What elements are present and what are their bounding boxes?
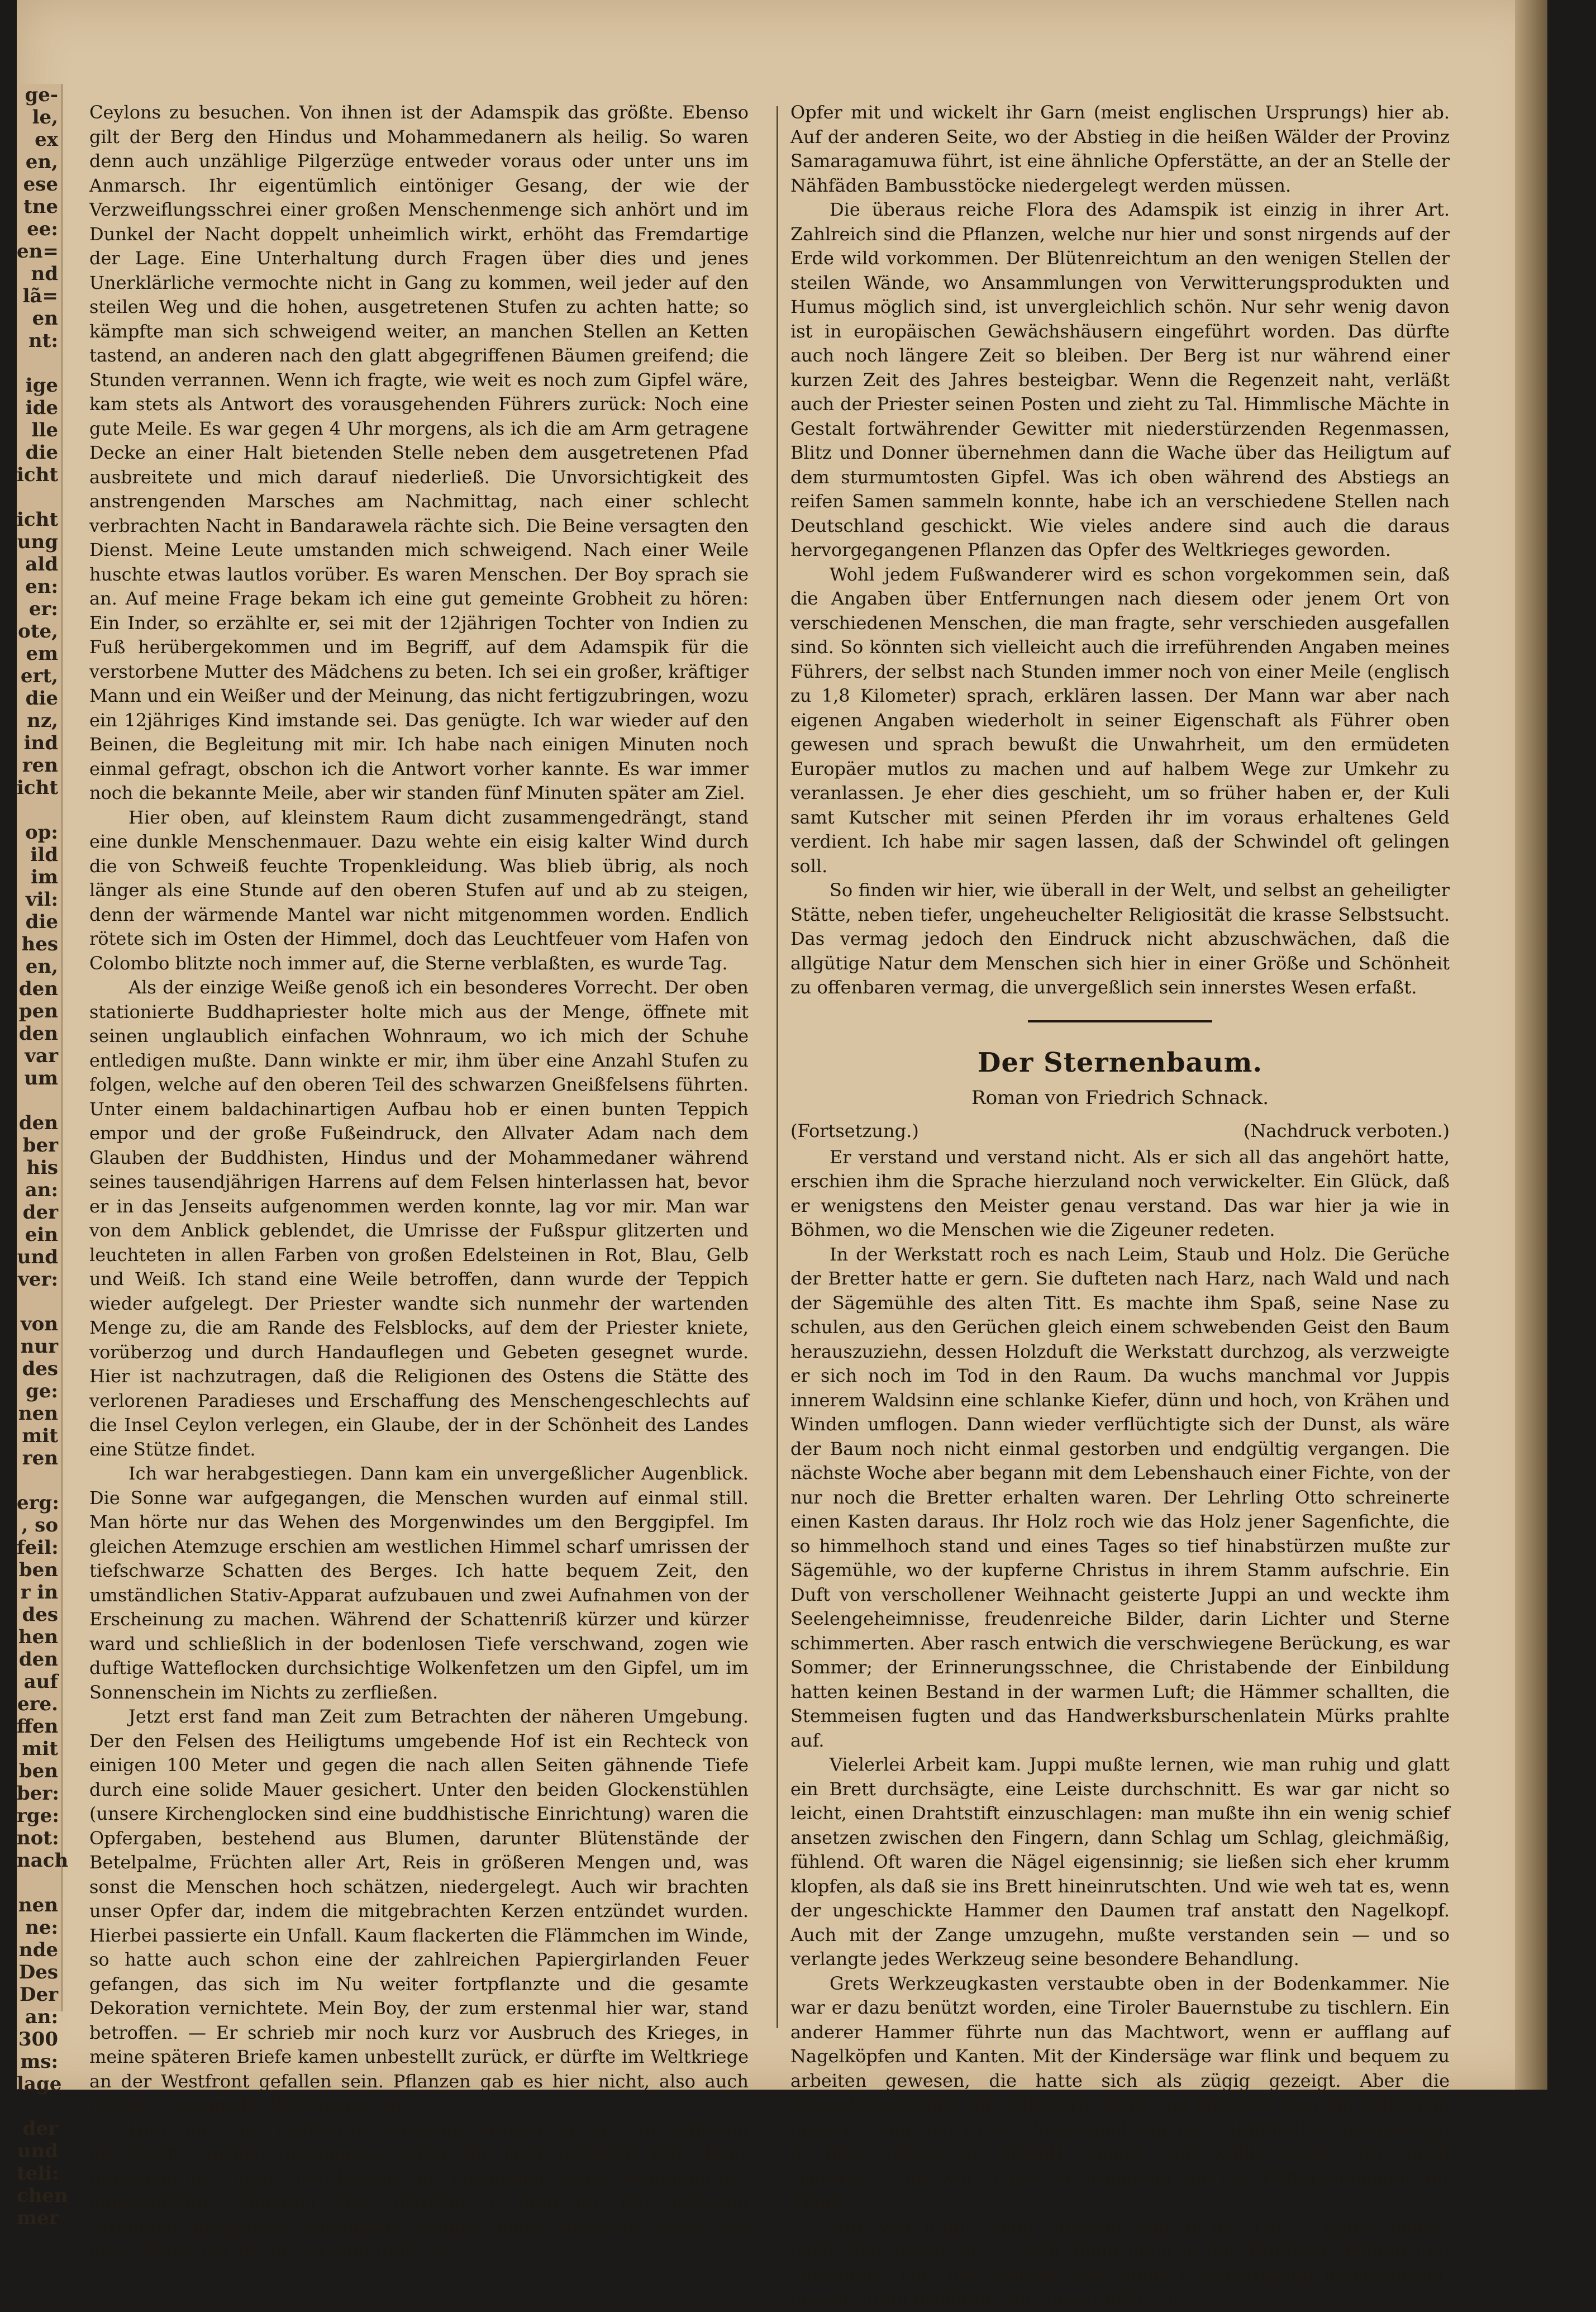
story-paragraph: In der Werkstatt roch es nach Leim, Staub und Holz. Die Gerüche der Bretter hatte er gern. Sie dufteten nach Harz, nach Wald und nach der Sägemühle des alten Titt. Es machte ihm Spaß, seine Nase zu schulen, aus den Gerüchen gleich einem schwebenden Geist den Baum herauszuziehn, dessen Holzduft die Werkstatt durchzog, als verzweigte er sich noch im Tod in den Raum. Da wuchs manchmal vor Juppis innerem Waldsinn eine schlanke Kiefer, dünn und hoch, von Krähen und Winden umflogen. Dann wieder verflüchtigte sich der Dunst, als wäre der Baum noch nicht einmal gestorben und endgültig vergangen. Die nächste Woche aber begann mit dem Lebenshauch einer Fichte, von der nur noch die Bretter erhalten waren. Der Lehrling Otto schreinerte einen Kasten daraus. Ihr Holz roch wie das Holz jener Sagenfichte, die so himmelhoch stand und eines Tages so tief hinabstürzen mußte zur Sägemühle, wo der kupferne Christus in ihrem Stamm aufschrie. Ein Duft von verschollener Weihnacht geisterte Juppi an und weckte ihm Seelengeheimnisse, freudenreiche Bilder, darin Lichter und Sterne schimmerten. Aber rasch entwich die verschwiegene Berückung, es war Sommer; der Erinnerungsschnee, die Christabende der Einbildung hatten keinen Bestand in der warmen Luft; die Hämmer schallten, die Stemmeisen fugten und das Handwerksburschenlatein Mürks prahlte auf. <box>790 1243 1450 1751</box>
article-paragraph: Als der einzige Weiße genoß ich ein besonderes Vorrecht. Der oben stationierte Buddhapriester holte mich aus der Menge, öffnete mit seinen unglaublich einfachen Wohnraum, wo ich mich der Schuhe entledigen mußte. Dann winkte er mir, ihm über eine Anzahl Stufen zu folgen, welche auf den oberen Teil des schwarzen Gneißfelsens führten. Unter einem baldachinartigen Aufbau hob er einen bunten Teppich empor und der große Fußeindruck, den Allvater Adam nach dem Glauben der Buddhisten, Hindus und der Mohammedaner während seines tausendjährigen Harrens auf dem Felsen hinterlassen hat, bevor er in das Jenseits aufgenommen werden konnte, lag vor mir. Man war von dem Anblick geblendet, die Umrisse der Fußspur glitzerten und leuchteten in allen Farben von großen Edelsteinen in Rot, Blau, Gelb und Weiß. Ich stand eine Weile betroffen, dann wurde der Teppich wieder aufgelegt. Der Priester wandte sich nunmehr der wartenden Menge zu, die am Rande des Felsblocks, auf dem der Priester kniete, vorüberzog und durch Handauflegen und Gebeten gesegnet wurde. Hier ist nachzutragen, daß die Religionen des Ostens die Stätte des verlorenen Paradieses und Erschaffung des Menschengeschlechts auf die Insel Ceylon verlegen, ein Glaube, der in der Schönheit des Landes eine Stütze findet. <box>89 977 749 1460</box>
edge-fragment: ide <box>25 397 58 419</box>
edge-fragment: die <box>25 687 58 710</box>
edge-fragment: und <box>17 2140 58 2162</box>
edge-fragment <box>17 486 61 508</box>
edge-fragment: den <box>18 1648 58 1671</box>
edge-fragment: ge: <box>26 1380 58 1402</box>
edge-fragment: mer <box>17 2207 59 2229</box>
edge-fragment: ber <box>22 1134 58 1157</box>
edge-fragment: Des <box>18 1961 58 1983</box>
edge-fragment: teli: <box>17 2162 59 2185</box>
edge-fragment: hen <box>18 1626 58 1648</box>
column-divider <box>776 106 778 2028</box>
edge-fragment: ffen <box>17 1715 59 1738</box>
left-column <box>89 101 749 2262</box>
edge-fragment: vil: <box>25 888 58 911</box>
edge-fragment: um <box>24 1067 58 1090</box>
edge-fragment: nde <box>18 1939 58 1961</box>
edge-fragment <box>17 2095 61 2118</box>
edge-fragment: lle <box>31 419 58 441</box>
edge-fragment <box>17 1469 61 1492</box>
edge-fragment: ind <box>23 732 58 754</box>
edge-fragment: his <box>26 1157 58 1179</box>
edge-fragment: 300 <box>18 2028 58 2051</box>
edge-fragment: le, <box>32 106 58 129</box>
article-paragraph: Hier oben, auf kleinstem Raum dicht zusammengedrängt, stand eine dunkle Menschenmauer. Dazu wehte ein eisig kalter Wind durch die von Schweiß feuchte Tropenkleidung. Was blieb übrig, als noch länger als eine Stunde auf den oberen Stufen auf und ab zu steigen, denn der wärmende Mantel war nicht mitgenommen worden. Endlich rötete sich im Osten der Himmel, doch das Leuchtfeuer vom Hafen von Colombo blitzte noch immer auf, die Sterne verblaßten, es wurde Tag. <box>89 806 749 974</box>
article-paragraph: Ich war herabgestiegen. Dann kam ein unvergeßlicher Augenblick. Die Sonne war aufgegangen, die Menschen wurden auf einmal still. Man hörte nur das Wehen des Morgenwindes um den Berggipfel. Im gleichen Atemzuge erschien am westlichen Himmel scharf umrissen der tiefschwarze Schatten des Berges. Ich hatte bequem Zeit, den umständlichen Stativ-Apparat aufzubauen und zwei Aufnahmen von der Erscheinung zu machen. Während der Schattenriß kürzer und kürzer ward und schließlich in der bodenlosen Tiefe verschwand, zogen wie duftige Watteflocken durchsichtige Wolkenfetzen um den Gipfel, um im Sonnenschein im Nichts zu zerfließen. <box>89 1463 749 1703</box>
edge-fragment: ben <box>18 1760 58 1782</box>
edge-fragment: op: <box>25 821 58 844</box>
edge-fragment: der <box>22 1201 58 1224</box>
edge-fragment: ild <box>30 844 58 866</box>
article-paragraph: Opfer mit und wickelt ihr Garn (meist englischen Ursprungs) hier ab. Auf der anderen Seite, wo der Abstieg in die heißen Wälder der Provinz Samaragamuwa führt, ist eine ähnliche Opferstätte, an der an Stelle der Nähfäden Bambusstöcke niedergelegt werden müssen. <box>790 102 1450 196</box>
edge-fragment: en, <box>25 151 58 173</box>
edge-fragment: die <box>25 911 58 933</box>
edge-fragment: den <box>18 1112 58 1134</box>
continuation-note: (Fortsetzung.) <box>790 1120 919 1141</box>
edge-fragment: hes <box>21 933 58 955</box>
edge-fragment: mit <box>22 1738 58 1760</box>
edge-fragment: an: <box>25 2006 58 2028</box>
story-paragraph: Vielerlei Arbeit kam. Juppi mußte lernen, wie man ruhig und glatt ein Brett durchsägte, eine Leiste durchschnitt. Es war gar nicht so leicht, einen Drahtstift einzuschlagen: man mußte ihn ein wenig schief ansetzen zwischen den Fingern, dann Schlag um Schlag, gleichmäßig, fühlend. Oft waren die Nägel eigensinnig; sie ließen sich eher krumm klopfen, als daß sie ins Brett hineinrutschten. Und wie weh tat es, wenn der ungeschickte Hammer den Daumen traf anstatt den Nagelkopf. Auch mit der Zange umzugehn, mußte verstanden sein — und so verlangte jedes Werkzeug seine besondere Behandlung. <box>790 1754 1450 1970</box>
edge-fragment: ver: <box>18 1268 58 1291</box>
edge-fragment: ber: <box>17 1782 59 1805</box>
edge-fragment: ren <box>22 754 58 777</box>
serial-notes <box>790 1119 1450 1143</box>
edge-fragment <box>17 799 61 821</box>
article-paragraph: Die überaus reiche Flora des Adamspik ist einzig in ihrer Art. Zahlreich sind die Pflanzen, welche nur hier und sonst nirgends auf der Erde wild vorkommen. Der Blütenreichtum an den wenigen Stellen der steilen Wände, wo Ansammlungen von Verwitterungsprodukten und Humus möglich sind, ist unvergleichlich schön. Nur sehr wenig davon ist in europäischen Gewächshäusern eingeführt worden. Das dürfte auch noch längere Zeit so bleiben. Der Berg ist nur während einer kurzen Zeit des Jahres besteigbar. Wenn die Regenzeit naht, verläßt auch der Priester seinen Posten und zieht zu Tal. Himmlische Mächte in Gestalt fortwährender Gewitter mit niederstürzenden Regenmassen, Blitz und Donner übernehmen dann die Wache über das Heiligtum auf dem sturmumtosten Gipfel. Was ich oben während des Abstiegs an reifen Samen sammeln konnte, habe ich an verschiedene Stellen nach Deutschland geschickt. Wie vieles andere sind auch die daraus hervorgegangenen Pflanzen das Opfer des Weltkrieges geworden. <box>790 199 1450 560</box>
edge-fragment: erg: <box>17 1492 59 1514</box>
edge-fragment: ung <box>17 531 58 553</box>
page-spine <box>1515 0 1547 2090</box>
edge-fragment: und <box>17 1246 58 1268</box>
edge-fragment: ese <box>23 173 58 196</box>
story-title: Der Sternenbaum. <box>977 1046 1263 1078</box>
edge-fragment: nz, <box>27 710 58 732</box>
edge-fragment: chen <box>17 2185 68 2207</box>
edge-fragment: nd <box>31 263 58 285</box>
edge-fragment: icht <box>17 464 59 486</box>
edge-fragment: pen <box>18 1000 58 1022</box>
previous-page-edge <box>17 84 69 2229</box>
edge-fragment: icht <box>17 508 59 531</box>
edge-fragment: im <box>31 866 58 888</box>
edge-fragment: icht <box>17 777 59 799</box>
edge-fragment: ee: <box>27 218 58 240</box>
edge-fragment: lã= <box>22 285 58 307</box>
edge-fragment: not: <box>17 1827 59 1849</box>
edge-fragment: nt: <box>28 330 58 352</box>
edge-fragment <box>17 1872 61 1894</box>
edge-fragment: r in <box>20 1581 58 1604</box>
copyright-note: (Nachdruck verboten.) <box>1243 1120 1450 1141</box>
edge-fragment: en= <box>17 240 59 263</box>
edge-fragment: der <box>22 2118 58 2140</box>
edge-fragment: des <box>22 1604 58 1626</box>
edge-fragment: an: <box>25 1179 58 1201</box>
edge-fragment: ren <box>22 1447 58 1469</box>
edge-fragment: en, <box>25 955 58 978</box>
right-column <box>790 101 1450 2310</box>
edge-fragment: die <box>25 441 58 464</box>
section-separator <box>1028 1020 1212 1022</box>
edge-fragment: en: <box>25 575 58 598</box>
edge-fragment: ex <box>35 129 58 151</box>
edge-fragment: mit <box>22 1425 58 1447</box>
edge-fragment: rge: <box>17 1805 59 1827</box>
edge-fragment: den <box>18 1022 58 1045</box>
story-paragraph: Nun war Juppi schon vierzehn Tage in der Lehre. Eines Abends nach Feierabend, als er sich allein noch in der Werkstatt befand und aufräumte, kam der Meister, von einem Geschäftsgang heimkehrend, herein. Juppi beachtete ihn zuerst nicht, er <box>790 2215 1450 2310</box>
edge-fragment: nur <box>20 1335 58 1358</box>
newspaper-page <box>17 0 1547 2310</box>
edge-fragment: var <box>25 1045 58 1067</box>
story-subtitle: Roman von Friedrich Schnack. <box>971 1086 1269 1109</box>
edge-fragment: ald <box>25 553 58 575</box>
edge-fragment: feil: <box>17 1536 59 1559</box>
edge-fragment: ge- <box>25 84 58 106</box>
edge-fragment: nen <box>18 1894 58 1916</box>
edge-fragment: en <box>32 307 58 330</box>
edge-fragment: von <box>20 1313 58 1335</box>
edge-fragment <box>17 1090 61 1112</box>
story-paragraph: Grets Werkzeugkasten verstaubte oben in der Bodenkammer. Nie war er dazu benützt worden, eine Tiroler Bauernstube zu tischlern. Ein anderer Hammer führte nun das Machtwort, wenn er aufflang auf Nagelköpfen und Kanten. Mit der Kindersäge war flink und bequem zu arbeiten gewesen, die hatte sich als zügig gezeigt. Aber die Erwachsenensäge! Sie erforderte Kraft und Vorsicht. Fest die Griffleiste gepackt. Zug und Druck. Manchmal war das Stahlblatt widerspenstig: es blieb mitten im Schnitt hängen und wollte weder vor- noch rückwärts. Das war ja fast so ermüdend wie das Futterschneiden mit Flunk. <box>790 1972 1450 2213</box>
edge-fragment: ein <box>25 1224 58 1246</box>
edge-fragment: ote, <box>18 620 58 643</box>
edge-fragment: ert, <box>20 665 58 687</box>
edge-fragment: tne <box>23 196 58 218</box>
edge-fragment: ige <box>25 374 58 397</box>
edge-fragment: den <box>18 978 58 1000</box>
edge-fragment: lage <box>17 2073 62 2095</box>
edge-fragment: ms: <box>20 2051 58 2073</box>
edge-fragment: Der <box>19 1983 58 2006</box>
edge-fragment: ne: <box>25 1916 58 1939</box>
edge-fragment: nen <box>18 1402 58 1425</box>
edge-fragment: des <box>22 1358 58 1380</box>
article-paragraph: So finden wir hier, wie überall in der Welt, und selbst an geheiligter Stätte, neben tiefer, ungeheuchelter Religiosität die krasse Selbstsucht. Das vermag jedoch den Eindruck nicht abzuschwächen, daß die allgütige Natur dem Menschen sich hier in einer Größe und Schönheit zu offenbaren vermag, die unvergeßlich sein innerstes Wesen erfaßt. <box>790 879 1450 998</box>
edge-fragment: ben <box>18 1559 58 1581</box>
story-paragraph: Er verstand und verstand nicht. Als er sich all das angehört hatte, erschien ihm die Sprache hierzuland noch verwickelter. Ein Glück, daß er wenigstens den Meister genau verstand. Das war hier ja wie in Böhmen, wo die Menschen wie die Zigeuner redeten. <box>790 1146 1450 1240</box>
edge-fragment: em <box>26 643 58 665</box>
article-paragraph: Jetzt erst fand man Zeit zum Betrachten der näheren Umgebung. Der den Felsen des Heiligtums umgebende Hof ist ein Rechteck von einigen 100 Meter und gegen die nach allen Seiten gähnende Tiefe durch eine solide Mauer gesichert. Unter den beiden Glockenstühlen (unsere Kirchenglocken sind eine buddhistische Einrichtung) waren die Opfergaben, bestehend aus Blumen, darunter Blütenstände der Betelpalme, Früchten aller Art, Reis in größeren Mengen und, was sonst die Menschen hoch schätzen, niedergelegt. Auch wir brachten unser Opfer dar, indem die mitgebrachten Kerzen entzündet wurden. Hierbei passierte ein Unfall. Kaum flackerten die Flämmchen im Winde, so hatte auch schon eine der zahlreichen Papiergirlanden Feuer gefangen, das sich im Nu weiter fortpflanzte und die gesamte Dekoration vernichtete. Mein Boy, der zum erstenmal hier war, stand betroffen. — Er schrieb mir noch kurz vor Ausbruch des Krieges, in meine späteren Briefe kamen unbestellt zurück, er dürfte im Weltkriege an der Westfront gefallen sein. Pflanzen gab es hier nicht, also auch nichts zu sammeln. Wir stiegen ab. <box>89 1706 749 2116</box>
edge-fragment: , so <box>21 1514 58 1536</box>
edge-fragment: er: <box>28 598 58 620</box>
edge-fragment: nach <box>17 1849 69 1872</box>
article-paragraph: Wohl jedem Fußwanderer wird es schon vorgekommen sein, daß die Angaben über Entfernungen nach diesem oder jenem Ort von verschiedenen Menschen, die man fragte, sehr verschieden ausgefallen sind. So könnten sich vielleicht auch die irreführenden Angaben meines Führers, der selbst nach Stunden immer noch von einer Meile (englisch zu 1,8 Kilometer) sprach, erklären lassen. Der Mann war aber nach eigenen Angaben wiederholt in seiner Eigenschaft als Führer oben gewesen und sprach bewußt die Unwahrheit, um den ermüdeten Europäer mutlos zu machen und auf halbem Wege zur Umkehr zu veranlassen. Je eher dies geschieht, um so früher haben er, der Kuli samt Kutscher mit seinen Pferden ihr im voraus erhaltenes Geld verdient. Ich habe mir sagen lassen, daß der Schwindel oft gelingen soll. <box>790 563 1450 877</box>
edge-fragment: ere. <box>17 1693 58 1715</box>
edge-fragment: auf <box>23 1671 58 1693</box>
article-paragraph: Hier muß eine Opferstätte erwähnt werden, an der wir während der Nacht vorüber gekommen waren. Sie liegt vielleicht 100 Meter unterhalb des Gipfels und besteht aus tausenden weißer Nähfaden mit eingefädelter Nähnadel, die verrostet in dem um die nächsten Sträucher gezogenen Fadengewirr hängen. Jedes weibliche Wesen, das diese Stelle betritt, bringt eine Rolle als <box>89 2119 749 2262</box>
edge-fragment <box>17 1291 61 1313</box>
article-paragraph: Ceylons zu besuchen. Von ihnen ist der Adamspik das größte. Ebenso gilt der Berg den Hindus und Mohammedanern als heilig. So waren denn auch unzählige Pilgerzüge entweder voraus oder unter uns im Anmarsch. Ihr eigentümlich eintöniger Gesang, der wie der Verzweiflungsschrei einer großen Menschenmenge sich anhört und im Dunkel der Nacht doppelt unheimlich wirkt, erhöht das Fremdartige der Lage. Eine Unterhaltung durch Fragen über dies und jenes Unerklärliche vermochte nicht in Gang zu kommen, weil jeder auf den steilen Weg und die hohen, ausgetretenen Stufen zu achten hatte; so kämpfte man sich schweigend weiter, an manchen Stellen an Ketten tastend, an anderen nach den glatt abgegriffenen Bäumen greifend; die Stunden verrannen. Wenn ich fragte, wie weit es noch zum Gipfel wäre, kam stets als Antwort des vorausgehenden Führers zurück: Noch eine gute Meile. Es war gegen 4 Uhr morgens, als ich die am Arm getragene Decke an einer Halt bietenden Stelle neben dem ausgetretenen Pfad ausbreitete und mich darauf niederließ. Die Unvorsichtigkeit des anstrengenden Marsches am Nachmittag, nach einer schlecht verbrachten Nacht in Bandarawela rächte sich. Die Beine versagten den Dienst. Meine Leute umstanden mich schweigend. Nach einer Weile huschte etwas lautlos vorüber. Es waren Menschen. Der Boy sprach sie an. Auf meine Frage bekam ich eine gut gemeinte Grobheit zu hören: Ein Inder, so erzählte er, sei mit der 12jährigen Tochter von Indien zu Fuß herübergekommen und im Begriff, auf dem Adamspik für die verstorbene Mutter des Mädchens zu beten. Ich sei ein großer, kräftiger Mann und ein Weißer und der Meinung, das nicht fertigzubringen, wozu ein 12jähriges Kind imstande sei. Das genügte. Ich war wieder auf den Beinen, die Begleitung mit mir. Ich habe nach einigen Minuten noch einmal gefragt, obschon ich die Antwort vorher kannte. Es war immer noch die bekannte Meile, aber wir standen fünf Minuten später am Ziel. <box>89 102 749 803</box>
edge-fragment <box>17 352 61 374</box>
